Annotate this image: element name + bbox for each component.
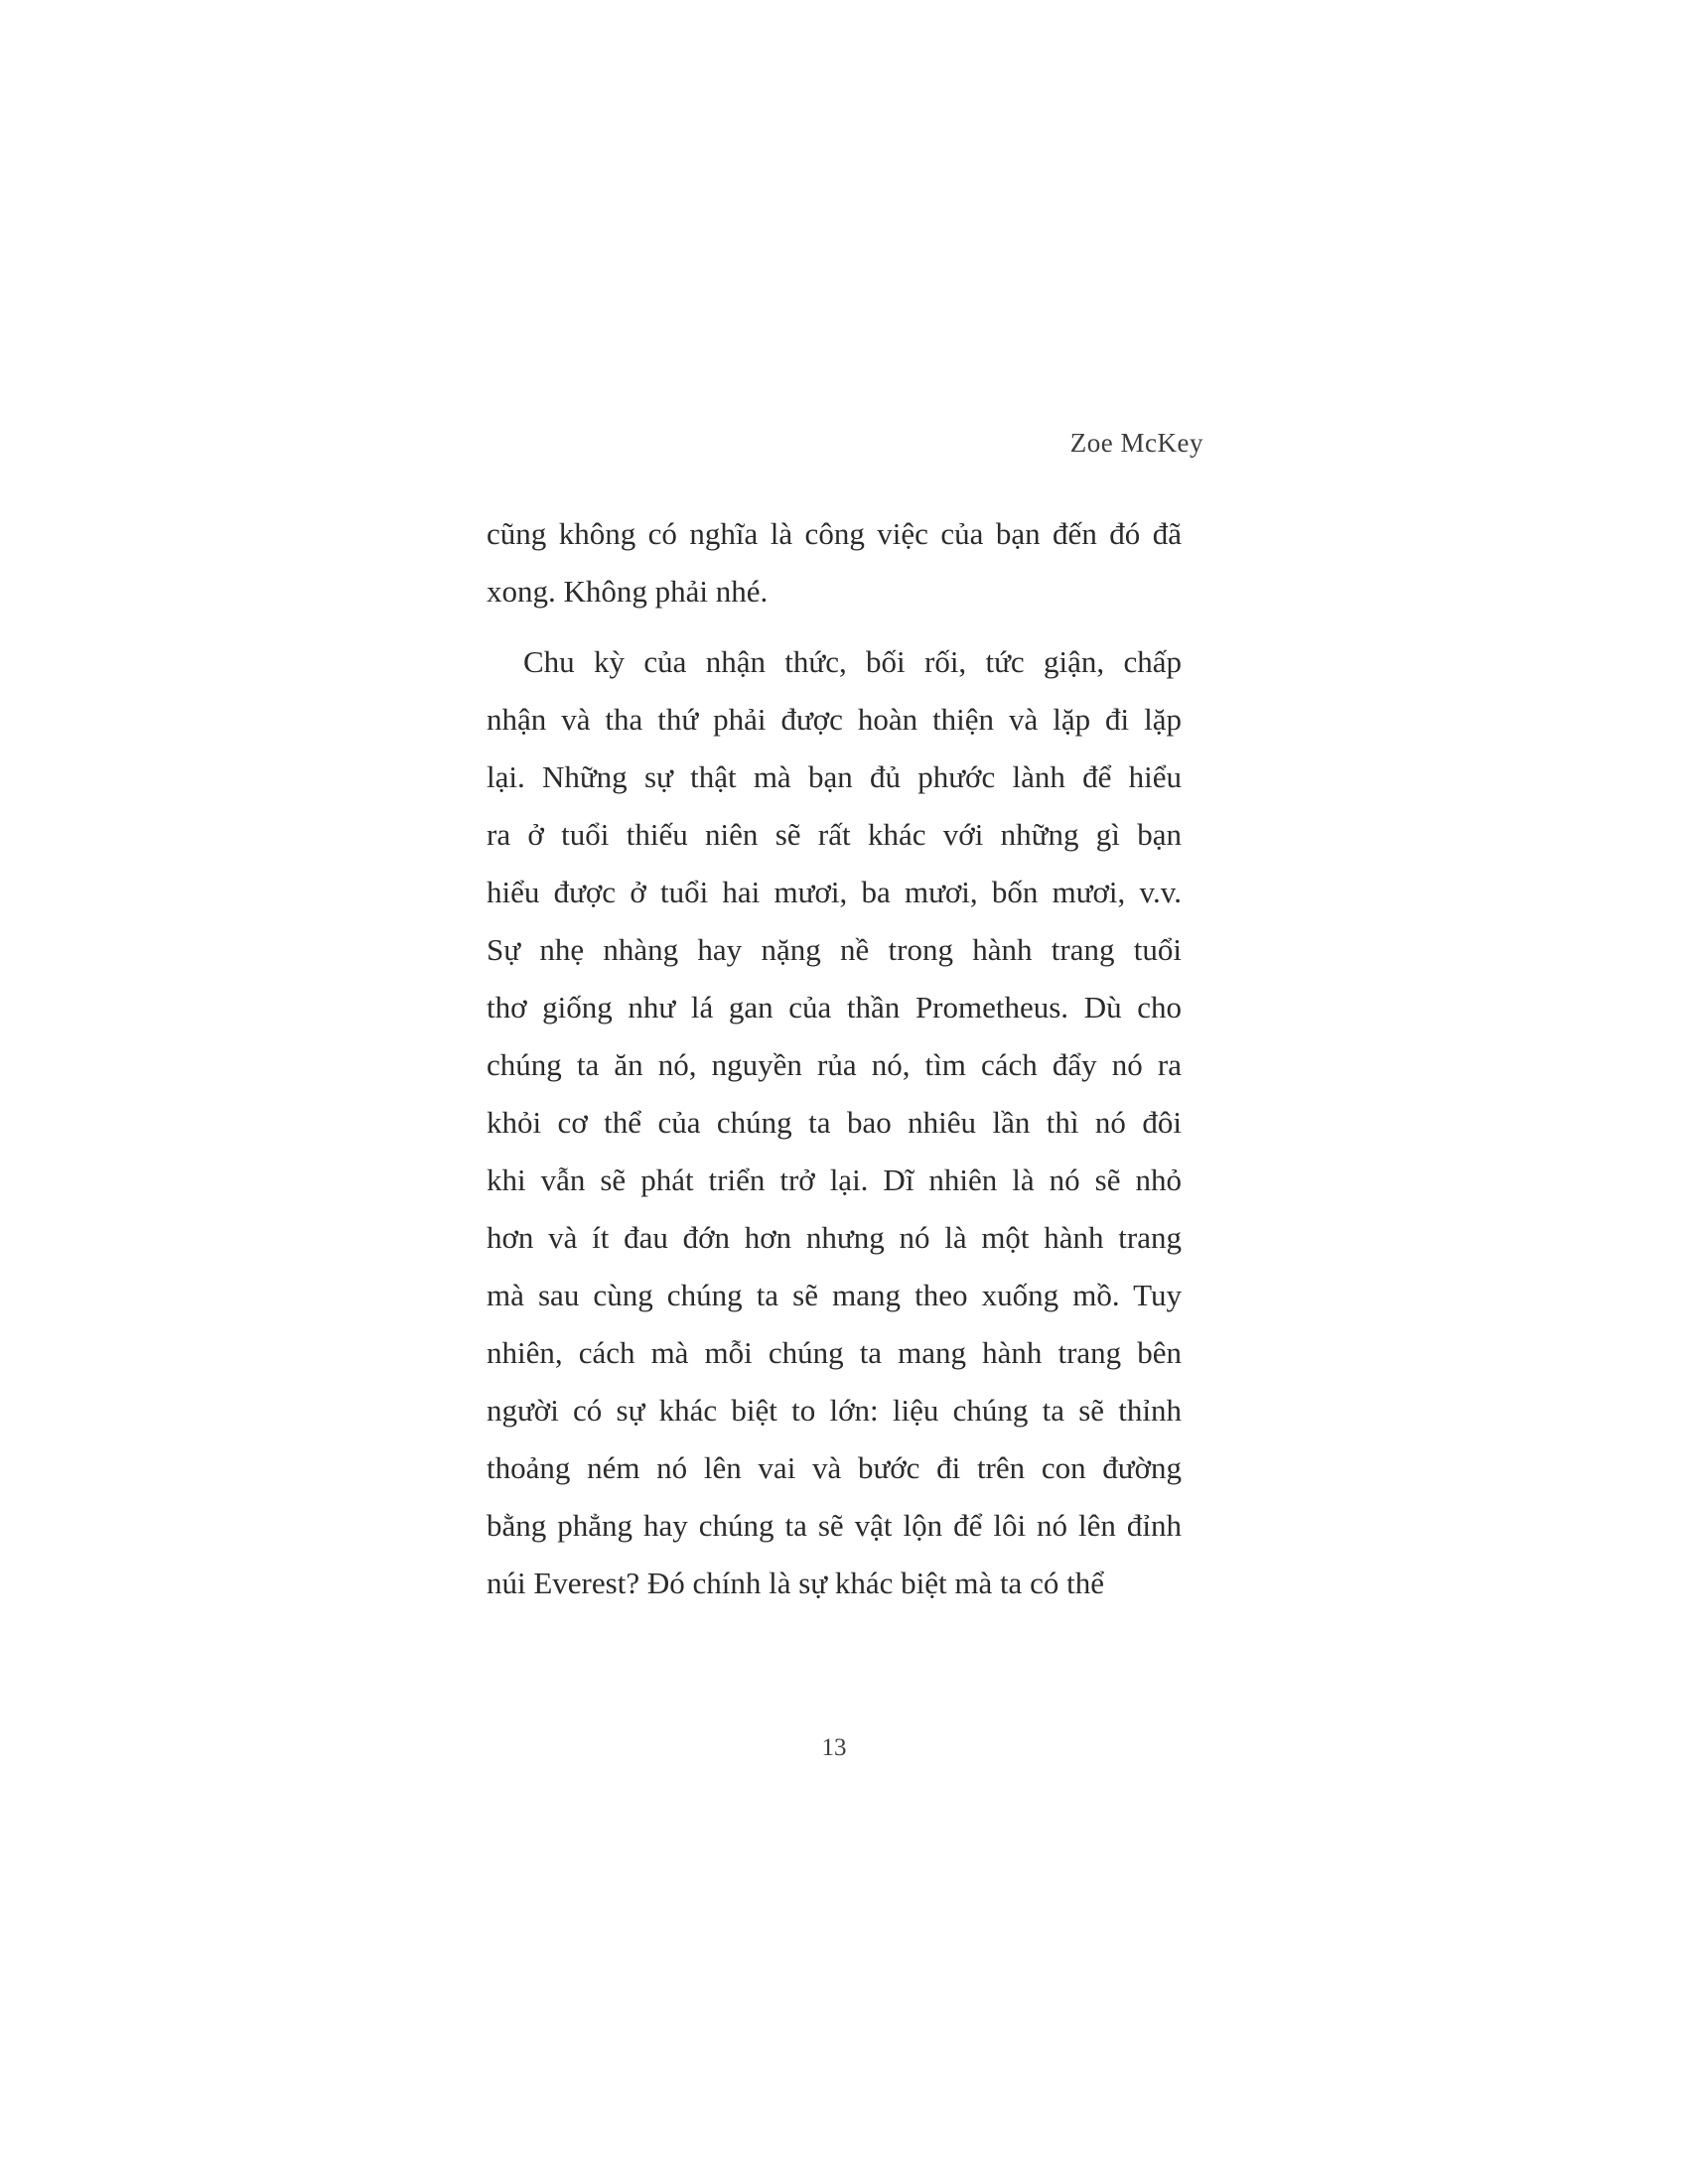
- text-line: núi Everest? Đó chính là sự khác biệt mà ta có thể: [487, 1566, 1104, 1600]
- text-line: khỏi cơ thể của chúng ta bao nhiêu lần thì nó đôi: [487, 1105, 1182, 1140]
- text-line: nhiên, cách mà mỗi chúng ta mang hành trang bên: [487, 1335, 1182, 1370]
- text-line: cũng không có nghĩa là công việc của bạn đến đó đã: [487, 516, 1182, 551]
- text-line: người có sự khác biệt to lớn: liệu chúng ta sẽ thỉnh: [487, 1393, 1182, 1428]
- text-line: xong. Không phải nhé.: [487, 574, 769, 609]
- text-line: Chu kỳ của nhận thức, bối rối, tức giận, chấp: [523, 644, 1182, 679]
- text-line: bằng phẳng hay chúng ta sẽ vật lộn để lôi nó lên đỉnh: [487, 1508, 1182, 1543]
- text-line: lại. Những sự thật mà bạn đủ phước lành để hiểu: [487, 759, 1182, 794]
- running-header-author: Zoe McKey: [1069, 428, 1203, 458]
- text-line: chúng ta ăn nó, nguyền rủa nó, tìm cách đẩy nó ra: [487, 1047, 1182, 1082]
- paragraph: [487, 505, 1182, 620]
- page-number: 13: [821, 1734, 847, 1761]
- paragraph: [487, 633, 1182, 1612]
- text-line: Sự nhẹ nhàng hay nặng nề trong hành trang tuổi: [487, 932, 1182, 967]
- text-line: mà sau cùng chúng ta sẽ mang theo xuống mồ. Tuy: [487, 1278, 1182, 1312]
- text-line: thoảng ném nó lên vai và bước đi trên con đường: [487, 1450, 1182, 1485]
- body-text: [487, 505, 1182, 1612]
- text-line: thơ giống như lá gan của thần Prometheus. Dù cho: [487, 990, 1182, 1024]
- text-line: hiểu được ở tuổi hai mươi, ba mươi, bốn mươi, v.v.: [487, 875, 1182, 909]
- text-line: ra ở tuổi thiếu niên sẽ rất khác với những gì bạn: [487, 817, 1182, 852]
- text-line: khi vẫn sẽ phát triển trở lại. Dĩ nhiên là nó sẽ nhỏ: [487, 1162, 1182, 1197]
- text-line: nhận và tha thứ phải được hoàn thiện và lặp đi lặp: [487, 702, 1182, 737]
- text-line: hơn và ít đau đớn hơn nhưng nó là một hành trang: [487, 1220, 1182, 1255]
